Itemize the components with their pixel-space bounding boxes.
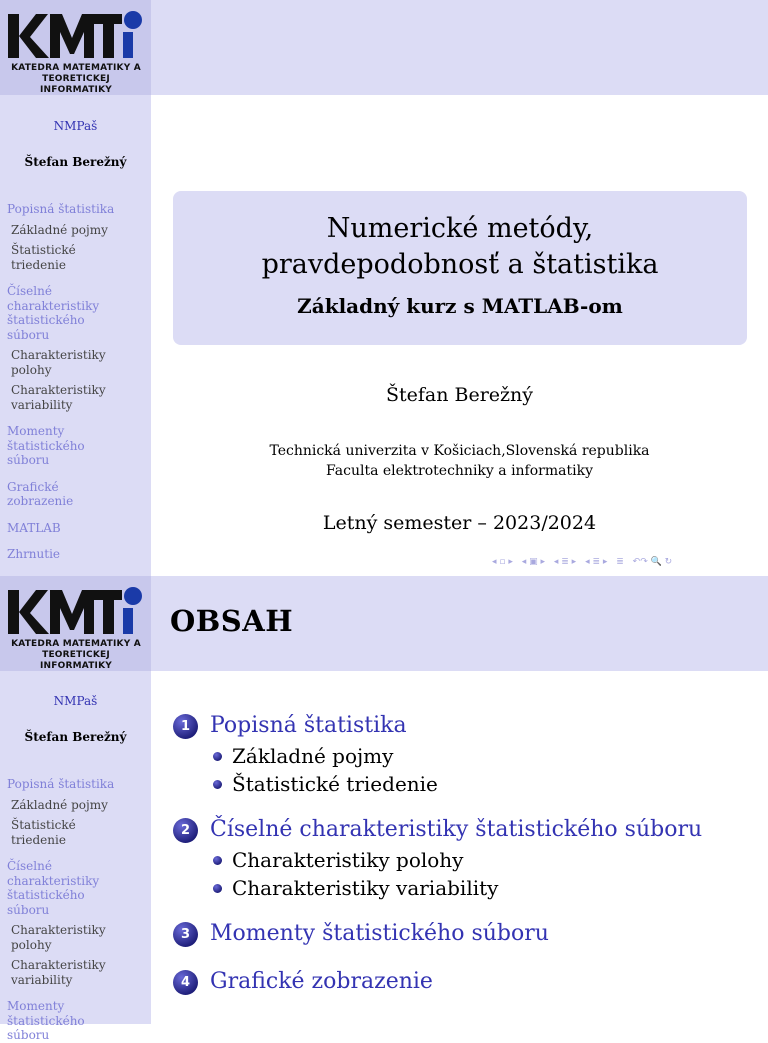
author-name: Štefan Berežný (385, 384, 534, 406)
sidebar-item-statisticke-triedenie[interactable]: Štatistické triedenie (11, 818, 76, 847)
kmti-logo-icon (8, 8, 144, 62)
sidebar-author: Štefan Berežný (24, 155, 127, 169)
sidebar-item-momenty[interactable]: Momenty štatistického súboru (7, 999, 85, 1042)
toc-subsection-label: Základné pojmy (232, 744, 394, 768)
logo-subtitle (8, 639, 144, 672)
sidebar-nav (0, 777, 151, 1043)
table-of-contents (173, 710, 763, 1014)
title-line1: Numerické metódy, (326, 213, 594, 244)
sidebar-item-ciselne-charakteristiky[interactable]: Číselné charakteristiky štatistického súboru (7, 859, 100, 917)
bullet-icon (213, 884, 222, 893)
sidebar-item-zakladne-pojmy[interactable]: Základné pojmy (11, 797, 108, 812)
nav-search-control[interactable]: ↶↷ 🔍 ↻ (632, 557, 673, 567)
logo-subtitle-line1: KATEDRA MATEMATIKY A (11, 639, 141, 649)
logo-subtitle-line2: TEORETICKEJ INFORMATIKY (39, 650, 112, 671)
bullet-icon (213, 780, 222, 789)
sidebar-author: Štefan Berežný (24, 730, 127, 744)
sidebar-item-zakladne-pojmy[interactable]: Základné pojmy (11, 222, 108, 237)
toc-section-link[interactable]: Momenty štatistického súboru (210, 921, 549, 946)
toc-subsection-link[interactable] (210, 770, 763, 798)
toc-section (173, 710, 763, 798)
title-line2: pravdepodobnosť a štatistika (261, 249, 659, 280)
toc-slide (0, 576, 768, 1042)
frame-title: OBSAH (170, 604, 294, 638)
semester-date: Letný semester – 2023/2024 (322, 512, 597, 534)
section-number-icon: 2 (173, 818, 198, 843)
sidebar-short-title[interactable]: NMPaš (53, 119, 98, 133)
sidebar-nav (0, 202, 151, 562)
nav-section-control[interactable]: ◂ ≣ ▸ (553, 557, 577, 567)
toc-subsection-link[interactable] (210, 874, 763, 902)
section-number-icon: 1 (173, 714, 198, 739)
sidebar-item-charakteristiky-polohy[interactable]: Charakteristiky polohy (11, 348, 106, 377)
nav-part-control[interactable]: ◂ ≣ ▸ (585, 557, 608, 567)
logo-subtitle (8, 63, 144, 96)
nav-toc-control[interactable]: ≣ (616, 557, 624, 567)
institute-line1: Technická univerzita v Košiciach,Slovenská republika (269, 443, 650, 459)
presentation-subtitle: Základný kurz s MATLAB-om (297, 294, 623, 318)
sidebar-item-charakteristiky-variability[interactable]: Charakteristiky variability (11, 383, 106, 412)
toc-section (173, 814, 763, 902)
title-box (173, 191, 747, 345)
header-bar (151, 0, 768, 95)
toc-section-link[interactable]: Číselné charakteristiky štatistického súboru (210, 817, 703, 842)
toc-section (173, 966, 763, 998)
toc-subsection-link[interactable] (210, 846, 763, 874)
toc-section-link[interactable]: Popisná štatistika (210, 713, 407, 738)
institute (151, 441, 768, 481)
toc-subsection-label: Charakteristiky polohy (232, 848, 464, 872)
sidebar-item-charakteristiky-variability[interactable]: Charakteristiky variability (11, 958, 106, 987)
toc-subsection-label: Štatistické triedenie (232, 772, 438, 796)
sidebar-item-popisna-statistika[interactable]: Popisná štatistika (7, 777, 115, 791)
toc-section (173, 918, 763, 950)
logo-subtitle-line2: TEORETICKEJ INFORMATIKY (39, 74, 112, 95)
nav-subsection-control[interactable]: ◂ ▣ ▸ (521, 557, 545, 567)
kmti-logo-icon (8, 584, 144, 638)
bullet-icon (213, 856, 222, 865)
presentation-title (173, 211, 747, 283)
toc-subsection-link[interactable] (210, 742, 763, 770)
bullet-icon (213, 752, 222, 761)
section-number-icon: 3 (173, 922, 198, 947)
sidebar-item-statisticke-triedenie[interactable]: Štatistické triedenie (11, 243, 76, 272)
sidebar-item-popisna-statistika[interactable]: Popisná štatistika (7, 202, 115, 216)
sidebar-short-title[interactable]: NMPaš (53, 694, 98, 708)
kmti-logo (0, 0, 151, 95)
institute-line2: Faculta elektrotechniky a informatiky (326, 463, 593, 479)
sidebar-item-graficke-zobrazenie[interactable]: Grafické zobrazenie (7, 479, 74, 508)
sidebar-item-charakteristiky-polohy[interactable]: Charakteristiky polohy (11, 923, 106, 952)
toc-section-link[interactable]: Grafické zobrazenie (210, 969, 433, 994)
nav-frame-control[interactable]: ◂ ▫ ▸ (492, 557, 513, 567)
toc-subsection-label: Charakteristiky variability (232, 876, 499, 900)
sidebar-item-momenty[interactable]: Momenty štatistického súboru (7, 424, 85, 467)
sidebar-item-zhrnutie[interactable]: Zhrnutie (7, 547, 61, 561)
sidebar-item-ciselne-charakteristiky[interactable]: Číselné charakteristiky štatistického súboru (7, 284, 100, 342)
sidebar-item-matlab[interactable]: MATLAB (7, 520, 61, 535)
kmti-logo (0, 576, 151, 671)
section-number-icon: 4 (173, 970, 198, 995)
beamer-nav-controls (492, 557, 762, 571)
logo-subtitle-line1: KATEDRA MATEMATIKY A (11, 63, 141, 73)
